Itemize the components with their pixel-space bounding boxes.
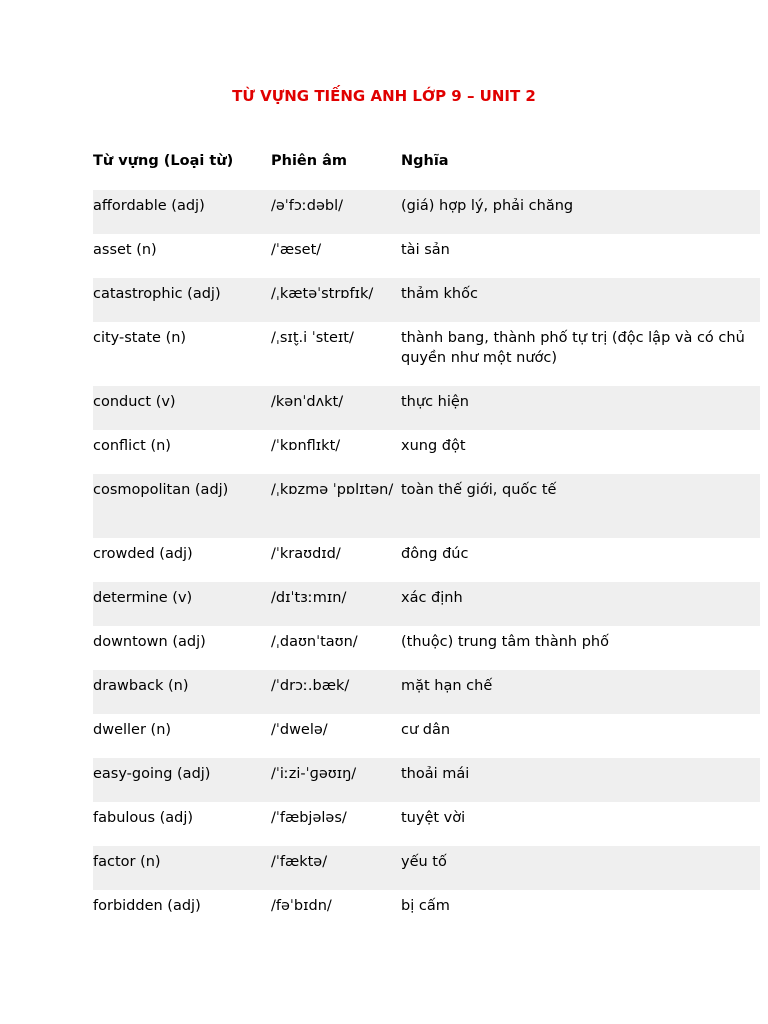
- table-row: [93, 430, 760, 474]
- table-row: [93, 626, 760, 670]
- word-cell: asset (n): [93, 242, 157, 258]
- header-word: Từ vựng (Loại từ): [93, 153, 234, 169]
- word-cell: drawback (n): [93, 678, 189, 694]
- vocab-table: [93, 146, 760, 934]
- meaning-cell: toàn thế giới, quốc tế: [401, 482, 557, 498]
- table-row: [93, 714, 760, 758]
- word-cell: catastrophic (adj): [93, 286, 221, 302]
- meaning-cell: (giá) hợp lý, phải chăng: [401, 198, 574, 214]
- phonetic-cell: /dɪˈtɜːmɪn/: [271, 590, 347, 606]
- meaning-cell: thoải mái: [401, 766, 470, 782]
- meaning-cell: bị cấm: [401, 898, 450, 914]
- meaning-cell: cư dân: [401, 722, 451, 738]
- meaning-cell: xác định: [401, 590, 463, 606]
- table-row: [93, 582, 760, 626]
- phonetic-cell: /kənˈdʌkt/: [271, 394, 344, 410]
- phonetic-cell: /əˈfɔːdəbl/: [271, 198, 343, 214]
- phonetic-cell: /ˈæset/: [271, 242, 322, 258]
- phonetic-cell: /ˈkraʊdɪd/: [271, 546, 341, 562]
- meaning-cell: (thuộc) trung tâm thành phố: [401, 634, 609, 650]
- word-cell: conduct (v): [93, 394, 176, 410]
- phonetic-cell: /ˈiːzi-ˈɡəʊɪŋ/: [271, 766, 357, 782]
- meaning-cell: tuyệt vời: [401, 810, 466, 826]
- word-cell: fabulous (adj): [93, 810, 194, 826]
- word-cell: forbidden (adj): [93, 898, 201, 914]
- phonetic-cell: /ˈdwelə/: [271, 722, 328, 738]
- word-cell: factor (n): [93, 854, 161, 870]
- word-cell: crowded (adj): [93, 546, 193, 562]
- table-row: [93, 190, 760, 234]
- meaning-cell: thảm khốc: [401, 286, 478, 302]
- phonetic-cell: /ˌkɒzmə ˈpɒlɪtən/: [271, 482, 394, 498]
- phonetic-cell: /ˌkætəˈstrɒfɪk/: [271, 286, 374, 302]
- table-row: [93, 386, 760, 430]
- header-phonetic: Phiên âm: [271, 153, 348, 169]
- meaning-cell: thực hiện: [401, 394, 469, 410]
- meaning-cell: xung đột: [401, 438, 466, 454]
- phonetic-cell: /ˌdaʊnˈtaʊn/: [271, 634, 358, 650]
- word-cell: conflict (n): [93, 438, 171, 454]
- table-row: [93, 802, 760, 846]
- meaning-cell: tài sản: [401, 242, 450, 258]
- header-meaning: Nghĩa: [401, 153, 449, 169]
- phonetic-cell: /ˈkɒnflɪkt/: [271, 438, 341, 454]
- phonetic-cell: /ˈfæktə/: [271, 854, 328, 870]
- table-row: [93, 278, 760, 322]
- word-cell: city-state (n): [93, 330, 187, 346]
- word-cell: affordable (adj): [93, 198, 205, 214]
- meaning-cell: yếu tố: [401, 854, 447, 870]
- word-cell: dweller (n): [93, 722, 172, 738]
- table-row: [93, 670, 760, 714]
- table-row: [93, 322, 760, 386]
- page-title: TỪ VỰNG TIẾNG ANH LỚP 9 – UNIT 2: [232, 87, 536, 105]
- word-cell: determine (v): [93, 590, 193, 606]
- table-row: [93, 474, 760, 538]
- table-row: [93, 758, 760, 802]
- phonetic-cell: /ˈfæbjələs/: [271, 810, 347, 826]
- table-row: [93, 890, 760, 934]
- table-row: [93, 846, 760, 890]
- table-row: [93, 538, 760, 582]
- word-cell: easy-going (adj): [93, 766, 211, 782]
- word-cell: cosmopolitan (adj): [93, 482, 229, 498]
- meaning-cell: thành bang, thành phố tự trị (độc lập và có chủ quyền như một nước): [401, 330, 745, 366]
- table-row: [93, 234, 760, 278]
- phonetic-cell: /ˌsɪt̬.i ˈsteɪt/: [271, 330, 354, 346]
- word-cell: downtown (adj): [93, 634, 206, 650]
- meaning-cell: đông đúc: [401, 546, 469, 562]
- meaning-cell: mặt hạn chế: [401, 678, 493, 694]
- phonetic-cell: /fəˈbɪdn/: [271, 898, 332, 914]
- table-header: [93, 146, 760, 190]
- phonetic-cell: /ˈdrɔː.bæk/: [271, 678, 350, 694]
